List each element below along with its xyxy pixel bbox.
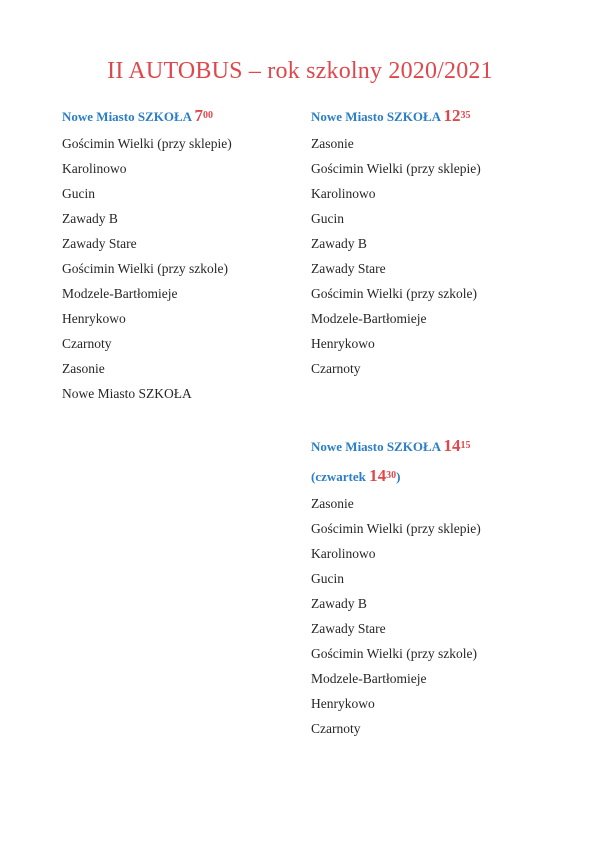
stop-item: Gościmin Wielki (przy sklepie) [311, 161, 481, 176]
stop-item: Zawady B [62, 211, 118, 226]
stop-list [62, 136, 302, 411]
stop-item: Gościmin Wielki (przy szkole) [311, 646, 478, 661]
stop-item: Zasonie [311, 136, 354, 151]
route-heading [311, 106, 571, 130]
stop-item: Czarnoty [62, 336, 112, 351]
heading-label: Nowe Miasto SZKOŁA [311, 439, 441, 454]
stop-item: Henrykowo [311, 696, 375, 711]
route-midday [311, 106, 571, 386]
route-morning [62, 106, 302, 411]
stop-item: Nowe Miasto SZKOŁA [62, 386, 192, 401]
stop-item: Zawady Stare [311, 261, 386, 276]
departure-time: $14^{15}$ [443, 436, 471, 455]
stop-item: Zasonie [62, 361, 105, 376]
stop-item: Gościmin Wielki (przy szkole) [62, 261, 229, 276]
departure-time: $12^{35}$ [443, 106, 471, 125]
stop-item: Modzele-Bartłomieje [62, 286, 178, 301]
heading-label: Nowe Miasto SZKOŁA [311, 109, 441, 124]
stop-list [311, 136, 571, 386]
stop-item: Zawady B [311, 236, 367, 251]
stop-item: Gucin [311, 211, 344, 226]
stop-item: Gucin [311, 571, 344, 586]
stop-item: Zawady B [311, 596, 367, 611]
heading-label: Nowe Miasto SZKOŁA [62, 109, 192, 124]
departure-time: $7^{00}$ [194, 106, 214, 125]
stop-item: Zasonie [311, 496, 354, 511]
stop-item: Gościmin Wielki (przy szkole) [311, 286, 478, 301]
stop-item: Modzele-Bartłomieje [311, 671, 427, 686]
stop-item: Karolinowo [311, 186, 376, 201]
stop-item: Henrykowo [311, 336, 375, 351]
stop-item: Zawady Stare [311, 621, 386, 636]
route-heading [62, 106, 302, 130]
stop-item: Zawady Stare [62, 236, 137, 251]
stop-item: Gucin [62, 186, 95, 201]
stop-item: Modzele-Bartłomieje [311, 311, 427, 326]
route-afternoon [311, 436, 571, 746]
route-heading [311, 436, 571, 460]
thursday-note: (czwartek $14^{30}$) [311, 466, 401, 485]
stop-item: Karolinowo [62, 161, 127, 176]
stop-item: Gościmin Wielki (przy sklepie) [62, 136, 232, 151]
stop-item: Gościmin Wielki (przy sklepie) [311, 521, 481, 536]
stop-list [311, 496, 571, 746]
stop-item: Czarnoty [311, 361, 361, 376]
thursday-time: $14^{30}$ [369, 466, 397, 485]
stop-item: Karolinowo [311, 546, 376, 561]
stop-item: Henrykowo [62, 311, 126, 326]
stop-item: Czarnoty [311, 721, 361, 736]
page-title: II AUTOBUS – rok szkolny 2020/2021 [107, 58, 493, 84]
